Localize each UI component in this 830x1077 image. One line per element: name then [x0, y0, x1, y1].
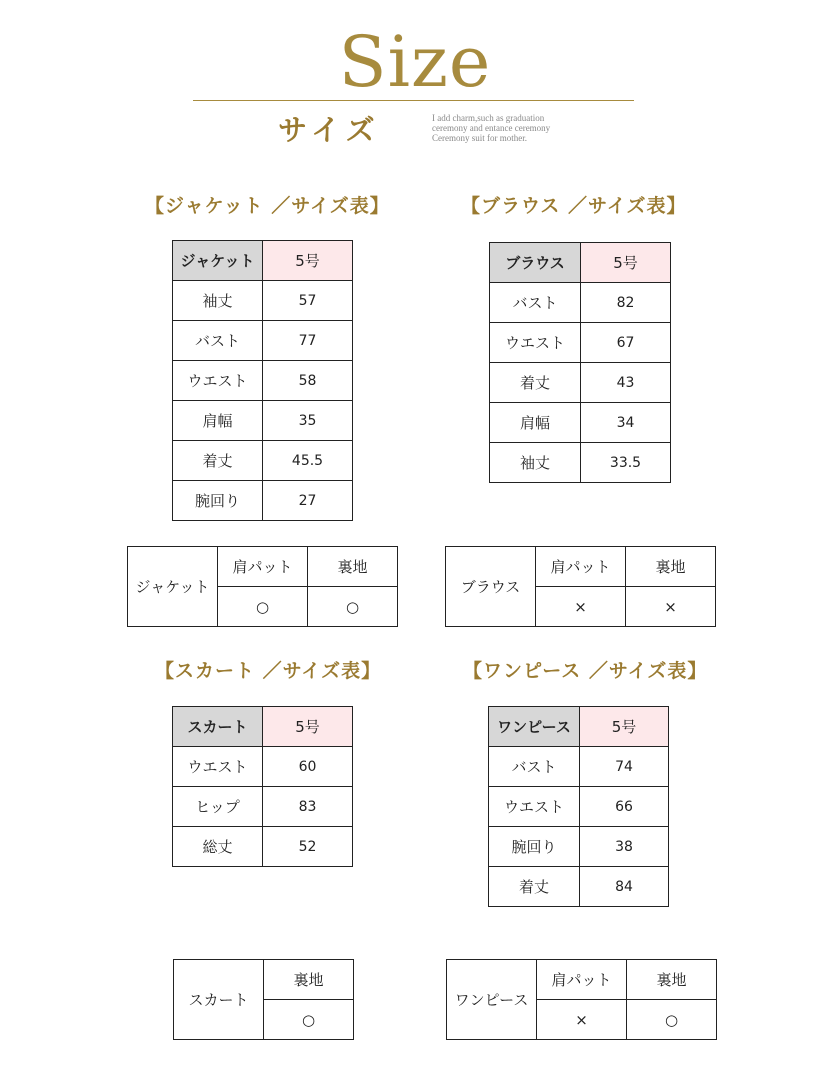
- jacket-size-table: [172, 240, 353, 521]
- table-header-item: スカート: [173, 707, 263, 747]
- table-row-value: 77: [263, 321, 353, 361]
- table-row-label: ウエスト: [173, 747, 263, 787]
- options-value: ○: [264, 1000, 354, 1040]
- skirt-section-title: 【スカート ／サイズ表】: [155, 660, 382, 682]
- tagline-line: Ceremony suit for mother.: [432, 133, 527, 143]
- table-row-label: 総丈: [173, 827, 263, 867]
- table-row-value: 66: [580, 787, 669, 827]
- options-header: 肩パット: [536, 547, 626, 587]
- table-row-value: 57: [263, 281, 353, 321]
- options-value: ×: [536, 587, 626, 627]
- options-item-name: スカート: [174, 960, 264, 1040]
- table-header-size: 5号: [581, 243, 671, 283]
- table-row-label: 着丈: [489, 867, 580, 907]
- options-value: ○: [627, 1000, 717, 1040]
- table-row-value: 82: [581, 283, 671, 323]
- table-row-value: 52: [263, 827, 353, 867]
- blouse-options-table: [445, 546, 716, 627]
- options-value: ○: [308, 587, 398, 627]
- table-header-size: 5号: [263, 707, 353, 747]
- table-row-label: 着丈: [173, 441, 263, 481]
- table-row-value: 60: [263, 747, 353, 787]
- options-item-name: ブラウス: [446, 547, 536, 627]
- table-header-item: ワンピース: [489, 707, 580, 747]
- blouse-section-title: 【ブラウス ／サイズ表】: [461, 195, 687, 217]
- jacket-options-table: [127, 546, 398, 627]
- table-row-value: 67: [581, 323, 671, 363]
- table-header-item: ブラウス: [490, 243, 581, 283]
- options-header: 裏地: [264, 960, 354, 1000]
- page-title-ja: サイズ: [278, 113, 381, 147]
- table-row-value: 43: [581, 363, 671, 403]
- table-row-label: 肩幅: [490, 403, 581, 443]
- table-row-label: ウエスト: [489, 787, 580, 827]
- table-row-value: 34: [581, 403, 671, 443]
- options-header: 肩パット: [537, 960, 627, 1000]
- table-row-label: 肩幅: [173, 401, 263, 441]
- skirt-options-table: [173, 959, 354, 1040]
- options-header: 裏地: [308, 547, 398, 587]
- table-row-value: 58: [263, 361, 353, 401]
- options-header: 裏地: [627, 960, 717, 1000]
- table-row-value: 38: [580, 827, 669, 867]
- table-row-value: 84: [580, 867, 669, 907]
- options-item-name: ジャケット: [128, 547, 218, 627]
- table-row-value: 27: [263, 481, 353, 521]
- onepiece-options-table: [446, 959, 717, 1040]
- table-row-value: 35: [263, 401, 353, 441]
- skirt-size-table: [172, 706, 353, 867]
- table-row-label: 着丈: [490, 363, 581, 403]
- table-row-label: ヒップ: [173, 787, 263, 827]
- jacket-section-title: 【ジャケット ／サイズ表】: [145, 195, 390, 217]
- onepiece-size-table: [488, 706, 669, 907]
- page-title-en: Size: [338, 21, 492, 103]
- table-row-label: 腕回り: [489, 827, 580, 867]
- onepiece-section-title: 【ワンピース ／サイズ表】: [463, 660, 708, 682]
- table-row-label: ウエスト: [173, 361, 263, 401]
- options-item-name: ワンピース: [447, 960, 537, 1040]
- options-value: ○: [218, 587, 308, 627]
- table-row-value: 83: [263, 787, 353, 827]
- tagline-line: ceremony and entance ceremony: [432, 123, 551, 133]
- table-row-label: バスト: [489, 747, 580, 787]
- table-row-label: バスト: [490, 283, 581, 323]
- title-divider: [193, 100, 634, 101]
- table-header-size: 5号: [580, 707, 669, 747]
- tagline-line: I add charm,such as graduation: [432, 113, 545, 123]
- options-header: 肩パット: [218, 547, 308, 587]
- options-value: ×: [537, 1000, 627, 1040]
- table-row-value: 74: [580, 747, 669, 787]
- table-row-label: バスト: [173, 321, 263, 361]
- table-header-size: 5号: [263, 241, 353, 281]
- table-header-item: ジャケット: [173, 241, 263, 281]
- tagline: [432, 113, 632, 143]
- table-row-label: 袖丈: [490, 443, 581, 483]
- table-row-label: 腕回り: [173, 481, 263, 521]
- table-row-value: 45.5: [263, 441, 353, 481]
- table-row-label: 袖丈: [173, 281, 263, 321]
- blouse-size-table: [489, 242, 671, 483]
- table-row-value: 33.5: [581, 443, 671, 483]
- options-header: 裏地: [626, 547, 716, 587]
- table-row-label: ウエスト: [490, 323, 581, 363]
- options-value: ×: [626, 587, 716, 627]
